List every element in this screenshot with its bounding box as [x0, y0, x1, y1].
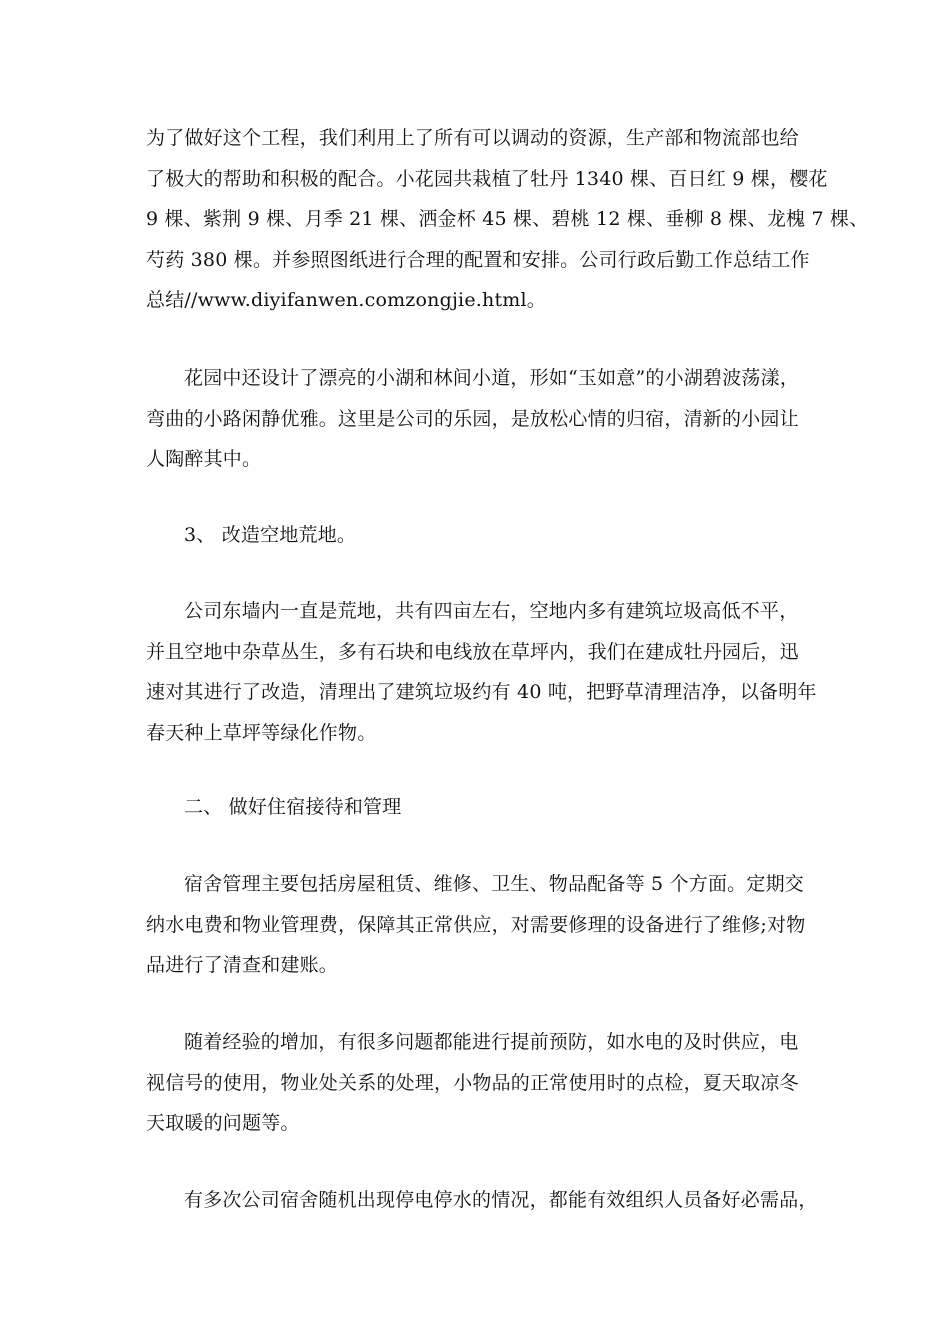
paragraph-7-line-2: 视信号的使用，物业处关系的处理，小物品的正常使用时的点检，夏天取凉冬	[146, 1071, 799, 1094]
paragraph-6	[146, 864, 816, 986]
paragraph-8	[146, 1180, 816, 1221]
paragraph-4-line-1: 公司东墙内一直是荒地，共有四亩左右，空地内多有建筑垃圾高低不平，	[184, 600, 799, 622]
paragraph-6-line-1: 宿舍管理主要包括房屋租赁、维修、卫生、物品配备等 5 个方面。定期交	[184, 873, 804, 895]
paragraph-1-line-4: 芍药 380 棵。并参照图纸进行合理的配置和安排。公司行政后勤工作总结工作	[146, 248, 810, 271]
paragraph-6-line-2: 纳水电费和物业管理费，保障其正常供应，对需要修理的设备进行了维修;对物	[146, 913, 806, 936]
section-heading-3-text: 3、 改造空地荒地。	[184, 524, 357, 546]
paragraph-4-line-3: 速对其进行了改造，清理出了建筑垃圾约有 40 吨，把野草清理洁净，以备明年	[146, 681, 817, 703]
section-heading-3	[146, 515, 816, 556]
paragraph-8-line-1: 有多次公司宿舍随机出现停电停水的情况，都能有效组织人员备好必需品，	[184, 1189, 818, 1211]
paragraph-2	[146, 358, 816, 480]
paragraph-6-line-3: 品进行了清查和建账。	[146, 954, 339, 976]
paragraph-7-line-3: 天取暖的问题等。	[146, 1112, 300, 1134]
paragraph-7	[146, 1022, 816, 1144]
section-heading-two	[146, 787, 816, 828]
paragraph-2-line-2: 弯曲的小路闲静优雅。这里是公司的乐园，是放松心情的归宿，清新的小园让	[146, 407, 799, 430]
paragraph-1-line-3: 9 棵、紫荆 9 棵、月季 21 棵、洒金杯 45 棵、碧桃 12 棵、垂柳 8 棵、龙槐 7 棵、	[146, 208, 869, 230]
paragraph-1	[146, 118, 869, 321]
paragraph-4-line-4: 春天种上草坪等绿化作物。	[146, 721, 377, 744]
paragraph-7-line-1: 随着经验的增加，有很多问题都能进行提前预防，如水电的及时供应，电	[184, 1031, 799, 1053]
paragraph-1-line-1: 为了做好这个工程，我们利用上了所有可以调动的资源，生产部和物流部也给	[146, 127, 799, 149]
paragraph-4	[146, 591, 816, 753]
paragraph-1-line-5: 总结//www.diyifanwen.comzongjie.html。	[146, 289, 546, 311]
paragraph-1-line-2: 了极大的帮助和积极的配合。小花园共栽植了牡丹 1340 棵、百日红 9 棵，樱花	[146, 167, 828, 190]
paragraph-4-line-2: 并且空地中杂草丛生，多有石块和电线放在草坪内，我们在建成牡丹园后，迅	[146, 640, 799, 663]
paragraph-2-line-1: 花园中还设计了漂亮的小湖和林间小道，形如“玉如意”的小湖碧波荡漾，	[184, 367, 800, 389]
paragraph-2-line-3: 人陶醉其中。	[146, 448, 262, 470]
section-heading-two-text: 二、 做好住宿接待和管理	[184, 796, 402, 818]
